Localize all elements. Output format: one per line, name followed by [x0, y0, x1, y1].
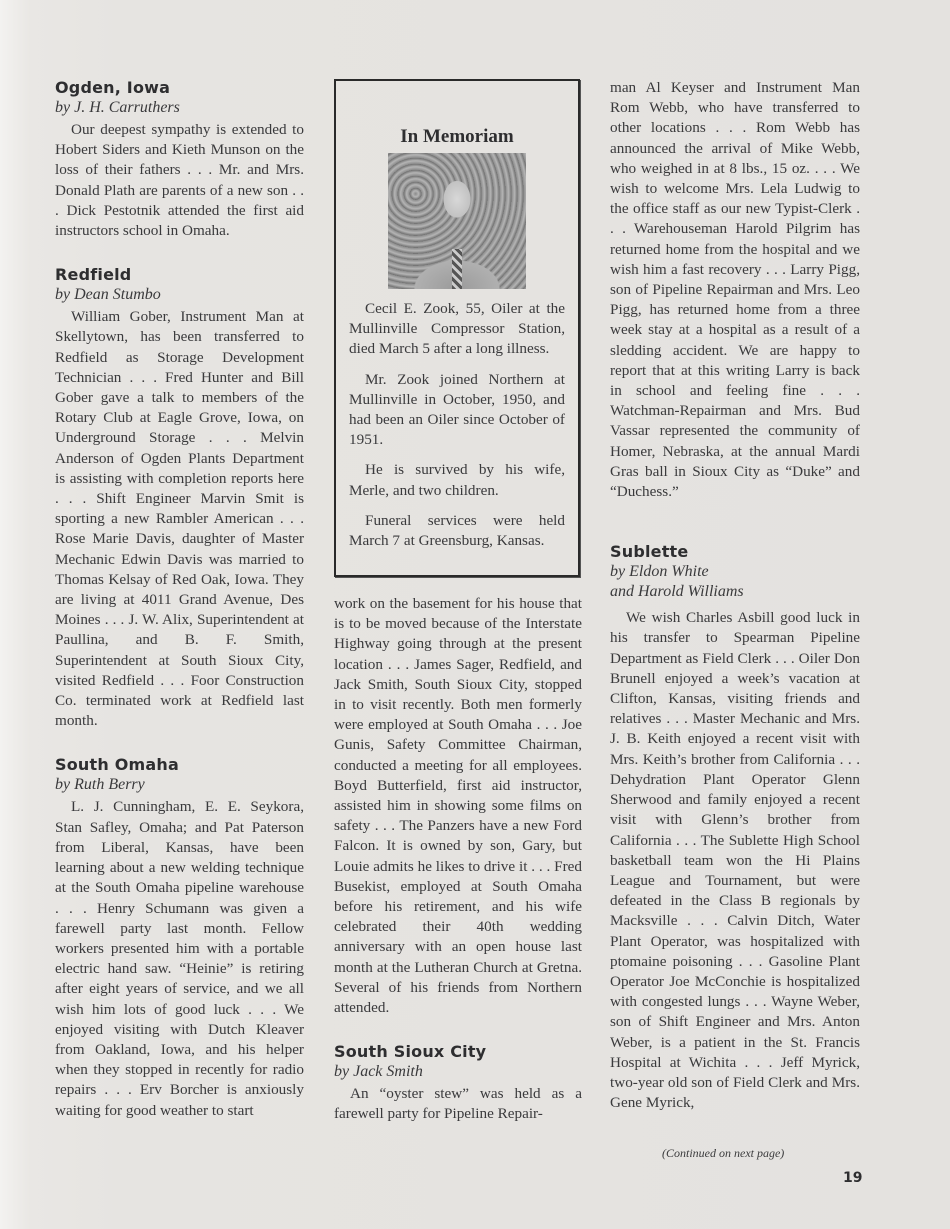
section-body: We wish Charles Asbill good luck in his transfer to Spearman Pipeline Department as Field Clerk . . . Oiler Don Brunell enjoyed a week’s vacation at Clifton, Kansas, visiting friends and relatives . . . Master Mechanic and Mrs. J. B. Keith enjoyed a recent visit with Mrs. Keith’s brother from California . . . Dehydration Plant Operator Glenn Sherwood and family enjoyed a recent visit with Glenn’s brother from California . . . The Sublette High School basketball team won the Hi Plains League and Tournament, but were defeated in the Class B regionals by Macksville . . . Calvin Ditch, Water Plant Operator, was hospitalized with ptomaine poisoning . . . Gasoline Plant Operator Joe McConchie is hospitalized with congested lungs . . . Wayne Weber, son of Shift Engineer and Mrs. Anton Weber, is a patient in the St. Francis Hospital at Wichita . . . Jeff Myrick, two-year old son of Field Clerk and Mrs. Gene Myrick,	[610, 609, 860, 1112]
section-byline: by Jack Smith	[334, 1063, 423, 1081]
section-south-omaha-continued	[334, 594, 582, 1018]
memoriam-paragraph: Funeral services were held March 7 at Greensburg, Kansas.	[349, 511, 565, 550]
section-byline: by J. H. Carruthers	[55, 99, 180, 116]
continued-note: (Continued on next page)	[662, 1146, 785, 1160]
memoriam-paragraph: Cecil E. Zook, 55, Oiler at the Mullinville Compressor Station, died March 5 after a long illness.	[349, 300, 565, 358]
section-byline: by Eldon White	[610, 563, 709, 581]
section-south-omaha	[55, 755, 304, 1120]
section-byline: by Ruth Berry	[55, 776, 145, 794]
column-2	[334, 594, 582, 1149]
continued-body: man Al Keyser and Instrument Man Rom Webb, who have transferred to other locations . . . Rom Webb has announced the arrival of Mike Webb, who weighed in at 8 lbs., 15 oz. . . . We wish to welcome Mrs. Lela Ludwig to the office staff as our new Typist-Clerk . . . Warehouseman Harold Pilgrim has returned home from the hospital and we wish him a fast recovery . . . Larry Pigg, son of Pipeline Repairman and Mrs. Leo Pigg, has returned home from a three week stay at a hospital as a result of a sledding accident. We are happy to report that at this writing Larry is back in school and feeling fine . . . Watchman-Repairman and Mrs. Bud Vassar represented the community of Homer, Nebraska, at the annual Mardi Gras ball in Sioux City as “Duke” and “Duchess.”	[610, 79, 860, 501]
section-heading: Ogden, Iowa	[55, 78, 171, 97]
section-sublette	[610, 542, 860, 1113]
section-heading: Sublette	[610, 542, 689, 562]
section-ogden-iowa	[55, 78, 304, 241]
column-3	[610, 78, 860, 1137]
section-heading: South Sioux City	[334, 1042, 487, 1062]
section-body: William Gober, Instrument Man at Skellytown, has been transferred to Redfield as Storage Development Technician . . . Fred Hunter and Bill Gober gave a talk to members of the Rotary Club at Eagle Grove, Iowa, on Underground Storage . . . Melvin Anderson of Ogden Plants Department is assisting with completion reports here . . . Shift Engineer Marvin Smit is sporting a new Rambler American . . . Rose Marie Davis, daughter of Master Mechanic Edwin Davis was married to Thomas Kelsay of Red Oak, Iowa. They are living at 4011 Grand Avenue, Des Moines . . . J. W. Alix, Superintendent at Paullina, and B. F. Smith, Superintendent at South Sioux City, visited Redfield . . . Foor Construction Co. terminated work at Redfield last month.	[55, 308, 304, 730]
section-south-sioux-city	[334, 1042, 582, 1124]
section-heading: Redfield	[55, 265, 132, 285]
section-byline-2: and Harold Williams	[610, 583, 744, 601]
memoriam-title: In Memoriam	[400, 126, 514, 147]
section-body: Our deepest sympathy is extended to Hobert Siders and Kieth Munson on the loss of their fathers . . . Mr. and Mrs. Donald Plath are parents of a new son . . . Dick Pestotnik attended the first aid instructors school in Omaha.	[55, 121, 304, 240]
in-memoriam-box	[334, 79, 580, 577]
photo-tie-detail	[452, 249, 462, 289]
memoriam-photo	[388, 153, 526, 289]
page-number: 19	[843, 1170, 863, 1186]
memoriam-paragraph: Mr. Zook joined Northern at Mullinville in October, 1950, and had been an Oiler since October of 1951.	[349, 370, 565, 449]
memoriam-paragraph: He is survived by his wife, Merle, and two children.	[349, 461, 565, 499]
column-1	[55, 78, 304, 1145]
section-south-sioux-city-continued	[610, 78, 860, 502]
section-byline: by Dean Stumbo	[55, 286, 161, 304]
section-heading: South Omaha	[55, 755, 179, 775]
section-body: An “oyster stew” was held as a farewell party for Pipeline Repair-	[334, 1085, 582, 1123]
section-body: L. J. Cunningham, E. E. Seykora, Stan Safley, Omaha; and Pat Paterson from Liberal, Kansas, have been learning about a new welding technique at the South Omaha pipeline warehouse . . . Henry Schumann was given a farewell party last month. Fellow workers presented him with a portable electric hand saw. “Heinie” is retiring after eight years of service, and we all wish him lots of good luck . . . We enjoyed visiting with Dutch Kleaver from Oakland, Iowa, and his helper when they stopped in recently for radio repairs . . . Erv Borcher is anxiously waiting for good weather to start	[55, 798, 304, 1119]
continued-body: work on the basement for his house that is to be moved because of the Interstate Highway going through at the present location . . . James Sager, Redfield, and Jack Smith, South Sioux City, stopped in to visit recently. Both men formerly were employed at South Omaha . . . Joe Gunis, Safety Committee Chairman, conducted a meeting for all employees. Boyd Butterfield, first aid instructor, assisted him in showing some films on safety . . . The Panzers have a new Ford Falcon. It is owned by son, Gary, but Louie admits he likes to drive it . . . Fred Busekist, employed at South Omaha before his retirement, and his wife celebrated their 40th wedding anniversary with an open house last month at the Lutheran Church at Gretna. Several of his friends from Northern attended.	[334, 595, 582, 1017]
section-redfield	[55, 265, 304, 731]
